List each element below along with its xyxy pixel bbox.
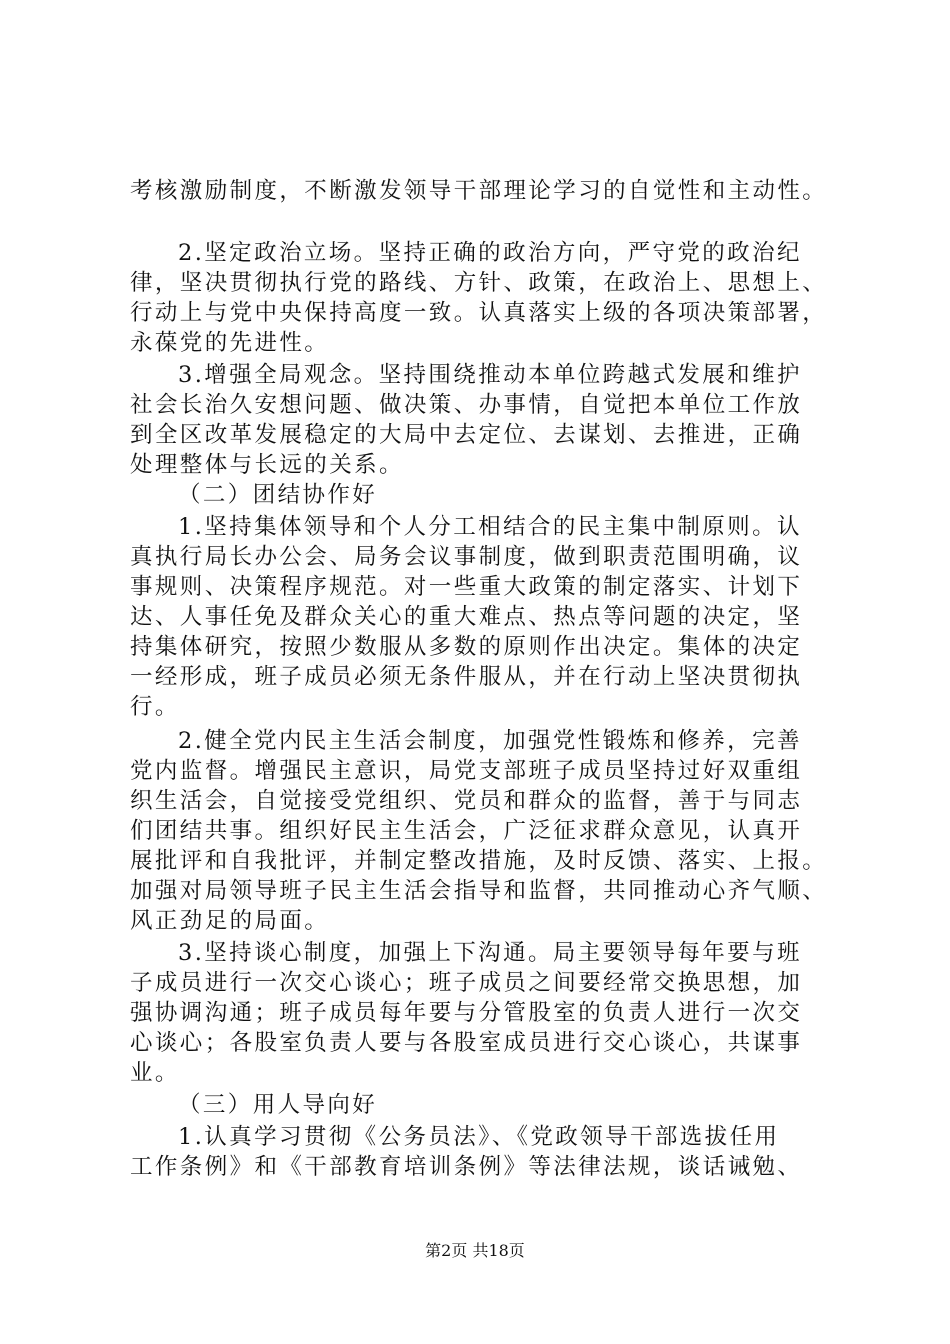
body-text-line: 律，坚决贯彻执行党的路线、方针、政策，在政治上、思想上、 [130, 270, 828, 296]
body-text-line: 处理整体与长远的关系。 [130, 452, 404, 478]
body-text-line: 社会长治久安想问题、做决策、办事情，自觉把本单位工作放 [130, 392, 803, 418]
body-text-line: 一经形成，班子成员必须无条件服从，并在行动上坚决贯彻执 [130, 664, 803, 690]
body-text-line: 永葆党的先进性。 [130, 330, 330, 356]
body-text-line: 行动上与党中央保持高度一致。认真落实上级的各项决策部署， [130, 300, 828, 326]
body-text-line: 达、人事任免及群众关心的重大难点、热点等问题的决定，坚 [130, 604, 803, 630]
body-text-line: 到全区改革发展稳定的大局中去定位、去谋划、去推进，正确 [130, 422, 803, 448]
body-text-line: 3.坚持谈心制度，加强上下沟通。局主要领导每年要与班 [178, 940, 802, 966]
section-heading: （二）团结协作好 [178, 482, 378, 508]
body-text-line: 2.坚定政治立场。坚持正确的政治方向，严守党的政治纪 [178, 240, 802, 266]
body-text-line: 事规则、决策程序规范。对一些重大政策的制定落实、计划下 [130, 574, 803, 600]
body-text-line: 考核激励制度，不断激发领导干部理论学习的自觉性和主动性。 [130, 178, 828, 204]
body-text-line: 3.增强全局观念。坚持围绕推动本单位跨越式发展和维护 [178, 362, 802, 388]
body-text-line: 真执行局长办公会、局务会议事制度，做到职责范围明确，议 [130, 544, 803, 570]
body-text-line: 2.健全党内民主生活会制度，加强党性锻炼和修养，完善 [178, 728, 802, 754]
body-text-line: 行。 [130, 694, 180, 720]
body-text-line: 风正劲足的局面。 [130, 908, 330, 934]
body-text-line: 业。 [130, 1060, 180, 1086]
body-text-line: 们团结共事。组织好民主生活会，广泛征求群众意见，认真开 [130, 818, 803, 844]
body-text-line: 持集体研究，按照少数服从多数的原则作出决定。集体的决定 [130, 634, 803, 660]
body-text-line: 加强对局领导班子民主生活会指导和监督，共同推动心齐气顺、 [130, 878, 828, 904]
section-heading: （三）用人导向好 [178, 1092, 378, 1118]
body-text-line: 子成员进行一次交心谈心；班子成员之间要经常交换思想，加 [130, 970, 803, 996]
page-number-footer: 第2页 共18页 [425, 1241, 525, 1260]
body-text-line: 心谈心；各股室负责人要与各股室成员进行交心谈心，共谋事 [130, 1030, 803, 1056]
body-text-line: 强协调沟通；班子成员每年要与分管股室的负责人进行一次交 [130, 1000, 803, 1026]
body-text-line: 织生活会，自觉接受党组织、党员和群众的监督，善于与同志 [130, 788, 803, 814]
body-text-line: 党内监督。增强民主意识，局党支部班子成员坚持过好双重组 [130, 758, 803, 784]
body-text-line: 工作条例》和《干部教育培训条例》等法律法规，谈话诫勉、 [130, 1154, 803, 1180]
body-text-line: 1.坚持集体领导和个人分工相结合的民主集中制原则。认 [178, 514, 802, 540]
body-text-line: 展批评和自我批评，并制定整改措施，及时反馈、落实、上报。 [130, 848, 828, 874]
body-text-line: 1.认真学习贯彻《公务员法》、《党政领导干部选拔任用 [178, 1124, 780, 1150]
